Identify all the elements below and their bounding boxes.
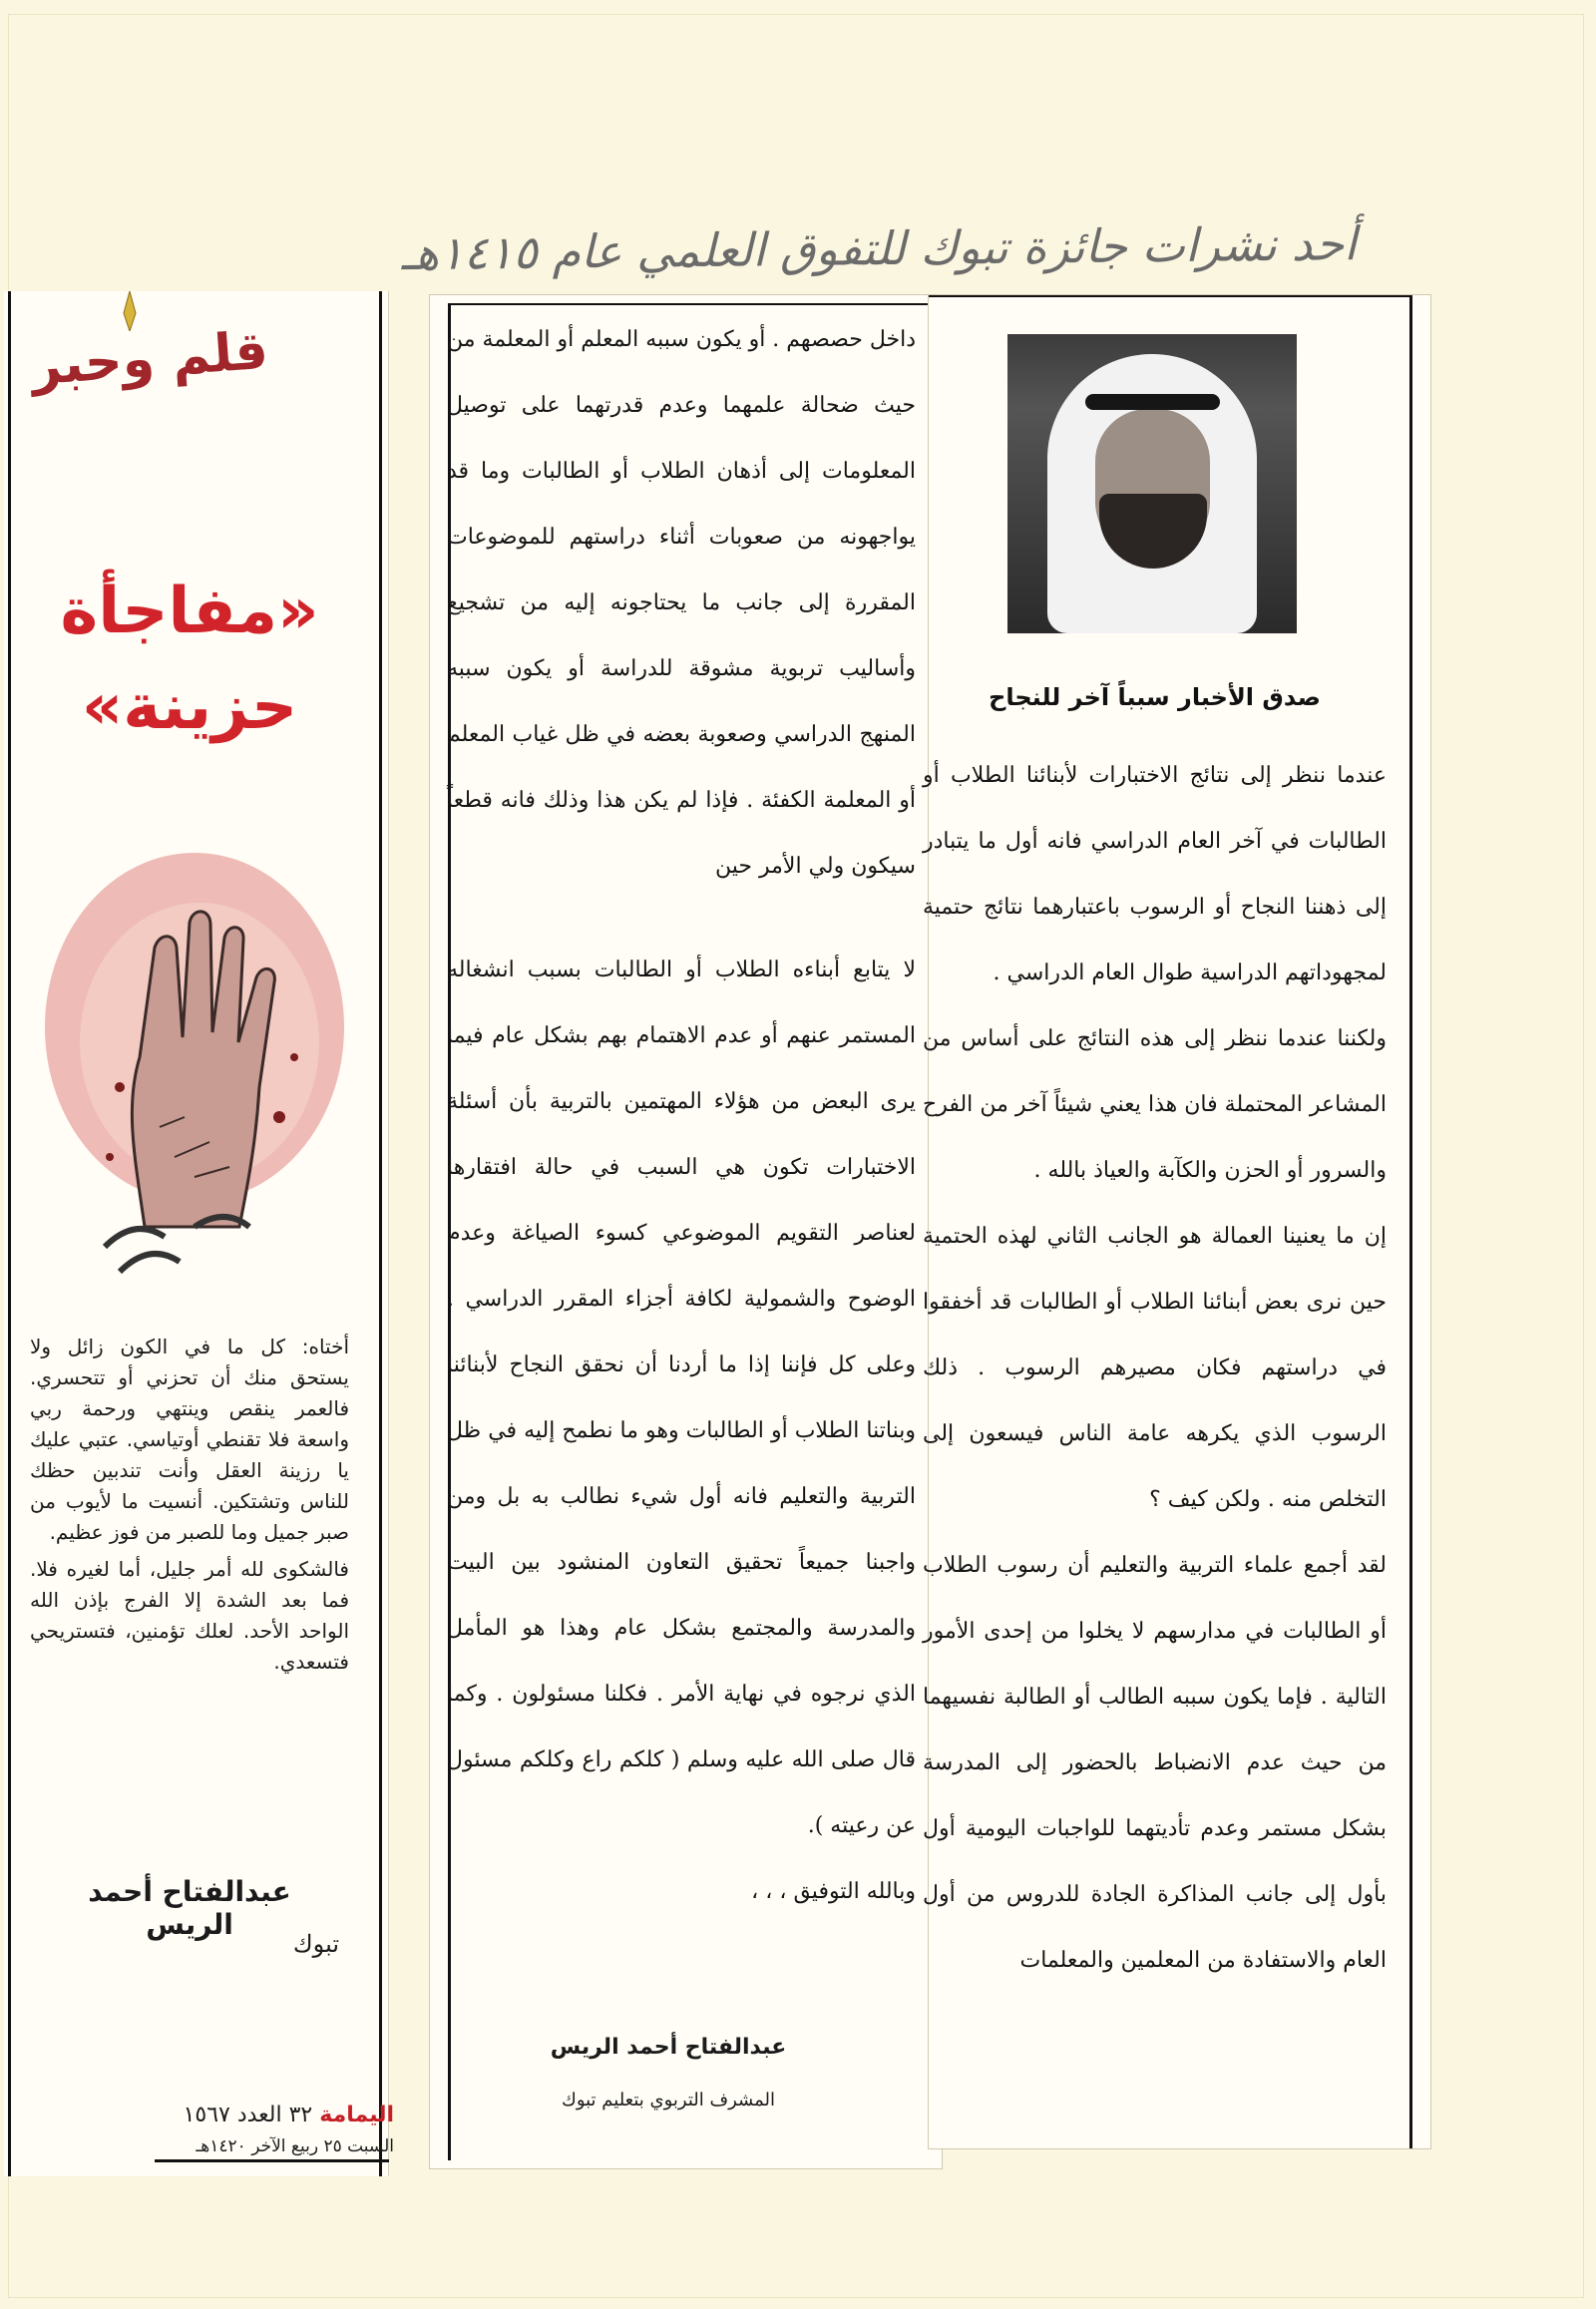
middle-column-bottom bbox=[447, 938, 916, 1925]
article-paragraph: لقد أجمع علماء التربية والتعليم أن رسوب الطلاب أو الطالبات في مدارسهم لا يخلوا من إحدى الأمور التالية . فإما يكون سببه الطالب أو الطالبة نفسيهما من حيث عدم الانضباط بالحضور إلى المدرسة بشكل مستمر وعدم تأديتهما للواجبات اليومية أول بأول إلى جانب المذاكرة الجادة للدروس من أول العام والاستفادة من المعلمين والمعلمات bbox=[923, 1553, 1387, 1973]
clipping-author: عبدالفتاح أحمد الريس bbox=[88, 1875, 291, 1941]
author-signature: عبدالفتاح أحمد الريس bbox=[550, 2035, 787, 2060]
clipping-title-line2: حزينة» bbox=[81, 670, 298, 744]
footer-rule bbox=[155, 2159, 389, 2162]
handwritten-note: أحد نشرات جائزة تبوك للتفوق العلمي عام ١٤١٥هـ bbox=[401, 216, 1358, 281]
column-rule bbox=[8, 291, 11, 2176]
author-title: المشرف التربوي بتعليم تبوك bbox=[561, 2090, 776, 2111]
right-column bbox=[923, 743, 1387, 1994]
article-paragraph: إن ما يعنينا العمالة هو الجانب الثاني لهذه الحتمية حين نرى بعض أبنائنا الطلاب أو الطالبات قد أخفقوا في دراستهم فكان مصيرهم الرسوب . ذلك الرسوب الذي يكرهه عامة الناس فيسعون إلى التخلص منه . ولكن كيف ؟ bbox=[923, 1224, 1387, 1512]
column-logo: قلم وحبر bbox=[29, 320, 270, 398]
clipping-paragraph: فالشكوى لله أمر جليل، أما لغيره فلا. فما بعد الشدة إلا الفرج بإذن الله الواحد الأحد. لعلك تؤمنين، فتستريحي فتسعدي. bbox=[30, 1557, 349, 1674]
issue-date: السبت ٢٥ ربيع الآخر ١٤٢٠هـ bbox=[196, 2136, 394, 2156]
article-paragraph: وبالله التوفيق ، ، ، bbox=[751, 1879, 916, 1904]
author-photo bbox=[1007, 334, 1297, 633]
clipping-title-line1: «مفاجأة bbox=[60, 575, 319, 648]
clipping-title bbox=[20, 564, 359, 755]
column-rule bbox=[379, 291, 382, 2176]
article-paragraph: داخل حصصهم . أو يكون سببه المعلم أو المعلمة من حيث ضحالة علمهما وعدم قدرتهما على توصيل المعلومات إلى أذهان الطلاب أو الطالبات وما قد يواجهونه من صعوبات أثناء دراستهم للموضوعات المقررة إلى جانب ما يحتاجونه إليه من تشجيع وأساليب تربوية مشوقة للدراسة أو يكون سببه المنهج الدراسي وصعوبة بعضه في ظل غياب المعلم أو المعلمة الكفئة . فإذا لم يكن هذا وذلك فانه قطعاً سيكون ولي الأمر حين bbox=[447, 327, 916, 879]
column-top-rule bbox=[448, 303, 928, 305]
magazine-name: اليمامة bbox=[319, 2103, 394, 2127]
article-headline: صدق الأخبار سبباً آخر للنجاح bbox=[989, 683, 1321, 711]
article-paragraph: لا يتابع أبناءه الطلاب أو الطالبات بسبب انشغاله المستمر عنهم أو عدم الاهتمام بهم بشكل عام فيما يرى البعض من هؤلاء المهتمين بالتربية بأن أسئلة الاختبارات تكون هي السبب في حالة افتقارها لعناصر التقويم الموضوعي كسوء الصياغة وعدم الوضوح والشمولية لكافة أجزاء المقرر الدراسي . وعلى كل فإننا إذا ما أردنا أن نحقق النجاح لأبنائنا وبناتنا الطلاب أو الطالبات وهو ما نطمح إليه في ظل التربية والتعليم فانه أول شيء نطالب به بل ومن واجبنا جميعاً تحقيق التعاون المنشود بين البيت والمدرسة والمجتمع بشكل عام وهذا هو المأمل الذي نرجوه في نهاية الأمر . فكلنا مسئولون . وكما قال صلى الله عليه وسلم ( كلكم راع وكلكم مسئول عن رعيته ). bbox=[447, 958, 916, 1838]
clipping-paragraph: أختاه: كل ما في الكون زائل ولا يستحق منك أن تحزني أو تتحسري. فالعمر ينقص وينتهي ورحمة ربي واسعة فلا تقنطي أوتياسي. عتبي عليك يا رزينة العقل وأنت تندبين حظك للناس وتشتكين. أنسيت ما لأيوب من صبر جميل وما للصبر من فوز عظيم. bbox=[30, 1335, 349, 1544]
article-paragraph: ولكننا عندما ننظر إلى هذه النتائج على أساس من المشاعر المحتملة فان هذا يعني شيئاً آخر من الفرح والسرور أو الحزن والكآبة والعياذ بالله . bbox=[923, 1026, 1387, 1183]
article-paragraph: عندما ننظر إلى نتائج الاختبارات لأبنائنا الطلاب أو الطالبات في آخر العام الدراسي فانه أول ما يتبادر إلى ذهننا النجاح أو الرسوب باعتبارهما نتائج حتمية لمجهوداتهم الدراسية طوال العام الدراسي . bbox=[923, 763, 1387, 985]
clipping-place: تبوك bbox=[292, 1930, 339, 1958]
issue-number: ٣٢ العدد ١٥٦٧ bbox=[183, 2103, 313, 2127]
magazine-footer bbox=[175, 2103, 394, 2127]
clipping-body bbox=[30, 1332, 349, 1684]
hand-illustration bbox=[25, 828, 354, 1307]
middle-column-top bbox=[447, 307, 916, 900]
